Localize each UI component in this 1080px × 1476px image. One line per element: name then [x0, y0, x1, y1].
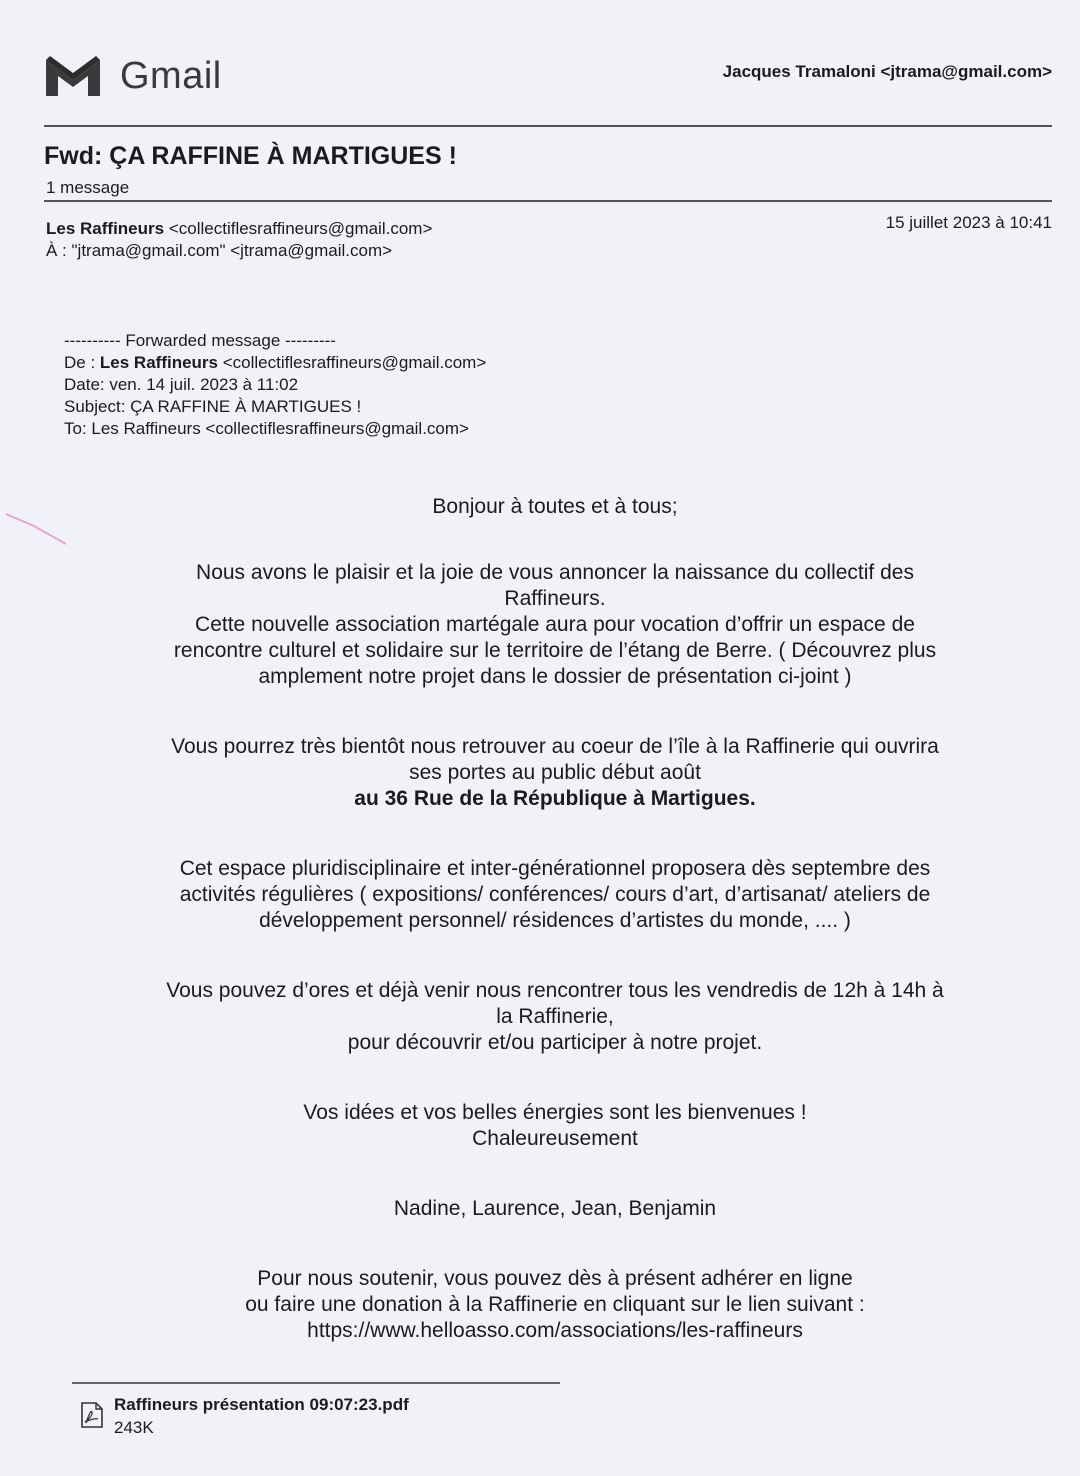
pdf-icon	[80, 1402, 104, 1433]
gmail-logo	[44, 54, 222, 98]
forwarded-to: To: Les Raffineurs <collectiflesraffineurs@gmail.com>	[64, 419, 469, 438]
donation-link[interactable]: https://www.helloasso.com/associations/les-raffineurs	[307, 1319, 803, 1342]
forwarded-from	[64, 352, 486, 374]
subject-divider	[44, 200, 1052, 202]
account-identity: Jacques Tramaloni <jtrama@gmail.com>	[722, 62, 1052, 81]
body-line: Vous pouvez d’ores et déjà venir nous rencontrer tous les vendredis de 12h à 14h à	[166, 979, 944, 1002]
forwarded-separator: ---------- Forwarded message ---------	[64, 331, 336, 350]
sender-name: Les Raffineurs	[46, 219, 165, 238]
body-line: développement personnel/ résidences d’artistes du monde, .... )	[259, 909, 851, 932]
attachment-name[interactable]: Raffineurs présentation 09:07:23.pdf	[114, 1395, 409, 1414]
closing: Chaleureusement	[472, 1127, 638, 1150]
attachment-size: 243K	[114, 1418, 154, 1437]
message-date: 15 juillet 2023 à 10:41	[885, 213, 1052, 232]
message-recipients: À : "jtrama@gmail.com" <jtrama@gmail.com>	[46, 241, 393, 260]
body-line: Cette nouvelle association martégale aura pour vocation d’offrir un espace de	[195, 613, 915, 636]
address-line: au 36 Rue de la République à Martigues.	[354, 787, 756, 810]
forwarded-from-label: De :	[64, 353, 100, 372]
gmail-m-icon	[44, 54, 102, 98]
body-line: activités régulières ( expositions/ conférences/ cours d’art, d’artisanat/ ateliers de	[179, 883, 931, 906]
body-line: Raffineurs.	[504, 587, 606, 610]
thread-subject: Fwd: ÇA RAFFINE À MARTIGUES !	[44, 142, 457, 170]
attachment-divider	[72, 1382, 560, 1384]
body-line: ou faire une donation à la Raffinerie en cliquant sur le lien suivant :	[245, 1293, 865, 1316]
gmail-wordmark: Gmail	[120, 55, 222, 97]
body-line: Nous avons le plaisir et la joie de vous annoncer la naissance du collectif des	[196, 561, 914, 584]
body-line: la Raffinerie,	[496, 1005, 614, 1028]
forwarded-from-name: Les Raffineurs	[99, 353, 218, 372]
greeting: Bonjour à toutes et à tous;	[432, 495, 678, 518]
body-line: Pour nous soutenir, vous pouvez dès à présent adhérer en ligne	[257, 1267, 853, 1290]
message-count: 1 message	[46, 178, 130, 197]
message-sender	[46, 219, 432, 239]
forwarded-from-email: <collectiflesraffineurs@gmail.com>	[218, 353, 487, 372]
body-line: amplement notre projet dans le dossier de présentation ci-joint )	[258, 665, 852, 688]
body-line: pour découvrir et/ou participer à notre projet.	[347, 1031, 763, 1054]
body-line: rencontre culturel et solidaire sur le territoire de l’étang de Berre. ( Découvrez plus	[173, 639, 937, 662]
message-body	[110, 494, 1000, 1344]
forwarded-header	[64, 330, 486, 440]
body-line: Cet espace pluridisciplinaire et inter-générationnel proposera dès septembre des	[179, 857, 931, 880]
header-divider	[44, 125, 1052, 127]
signature: Nadine, Laurence, Jean, Benjamin	[393, 1197, 717, 1220]
body-line: Vous pourrez très bientôt nous retrouver au coeur de l’île à la Raffinerie qui ouvrira	[171, 735, 939, 758]
body-line: ses portes au public début août	[409, 761, 701, 784]
forwarded-subject: Subject: ÇA RAFFINE À MARTIGUES !	[64, 397, 362, 416]
sender-email: <collectiflesraffineurs@gmail.com>	[168, 219, 433, 238]
body-line: Vos idées et vos belles énergies sont les bienvenues !	[303, 1101, 807, 1124]
pen-mark	[4, 510, 74, 550]
forwarded-date: Date: ven. 14 juil. 2023 à 11:02	[64, 375, 299, 394]
